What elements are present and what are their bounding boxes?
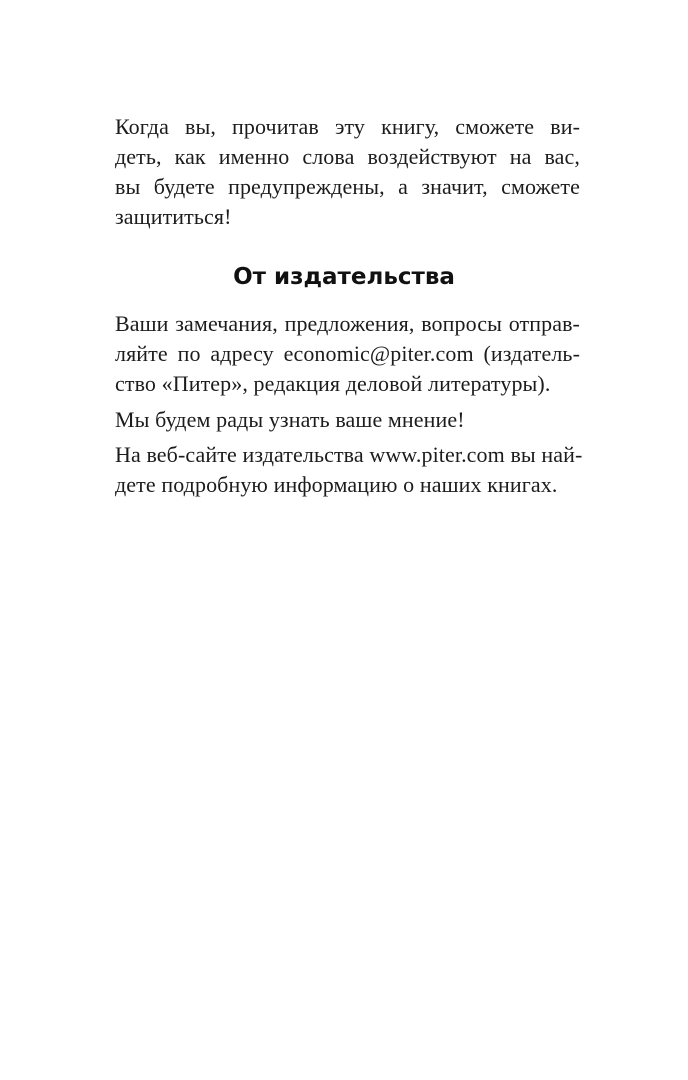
- paragraph-line: дете подробную информацию о наших книгах.: [115, 472, 558, 497]
- website-paragraph: [115, 440, 583, 500]
- section-heading: От издательства: [233, 264, 455, 290]
- intro-paragraph: [115, 112, 580, 232]
- paragraph-line: защититься!: [115, 204, 232, 229]
- paragraph-line: Ваши замечания, предложения, вопросы отправ-: [115, 311, 580, 336]
- paragraph-line: Когда вы, прочитав эту книгу, сможете ви-: [115, 114, 580, 139]
- paragraph-line: деть, как именно слова воздействуют на вас,: [115, 144, 580, 169]
- paragraph-line: ляйте по адресу economic@piter.com (издатель-: [115, 341, 580, 366]
- paragraph-line: Мы будем рады узнать ваше мнение!: [115, 407, 465, 432]
- opinion-paragraph: [115, 405, 580, 435]
- feedback-paragraph: [115, 309, 580, 399]
- paragraph-line: ство «Питер», редакция деловой литературы).: [115, 371, 551, 396]
- paragraph-line: вы будете предупреждены, а значит, сможете: [115, 174, 580, 199]
- paragraph-line: На веб-сайте издательства www.piter.com вы най-: [115, 442, 583, 467]
